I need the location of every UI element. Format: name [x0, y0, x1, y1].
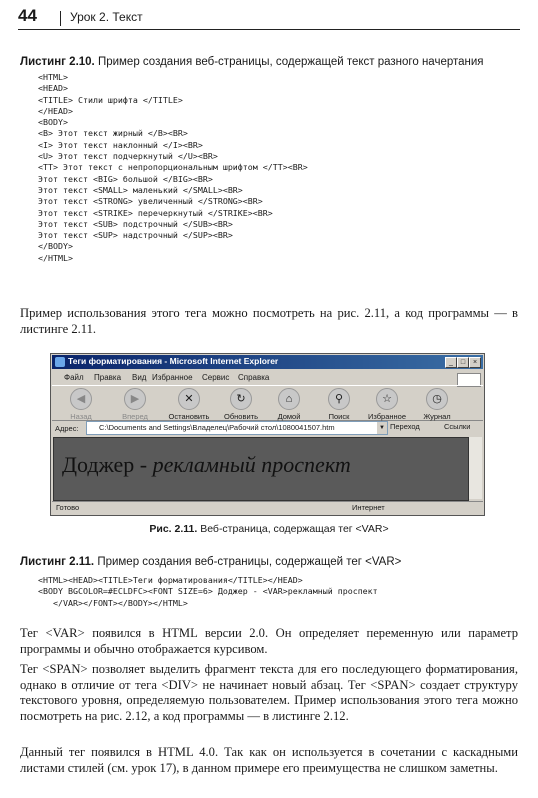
- refresh-icon: ↻: [230, 388, 252, 410]
- status-zone: Интернет: [352, 503, 385, 512]
- figure-caption: [0, 523, 538, 535]
- page-viewport: [53, 437, 469, 501]
- header-separator: [60, 11, 61, 26]
- paragraph-span: [20, 662, 518, 724]
- listing-caption-text: Пример создания веб-страницы, содержащей тег <VAR>: [94, 556, 402, 568]
- chapter-title: Урок 2. Текст: [70, 10, 143, 24]
- status-text: Готово: [56, 503, 80, 512]
- vertical-scrollbar[interactable]: [469, 437, 482, 499]
- figure-caption-text: Веб-страница, содержащая тег <VAR>: [197, 523, 389, 535]
- home-button[interactable]: ⌂ Домой: [264, 388, 314, 421]
- favorites-star-icon: ☆: [376, 388, 398, 410]
- menu-help[interactable]: Справка: [238, 373, 270, 382]
- listing-2-10-caption: [20, 56, 484, 68]
- address-label: Адрес:: [55, 424, 79, 433]
- content-var-italic: рекламный проспект: [152, 452, 351, 477]
- paragraph-text: Тег <SPAN> позволяет выделить фрагмент текста для его последующего форматирования, однако в отличие от тега <DIV> не начинает новый абзац. Тег <SPAN> создает структуру текстового уровня, определяемую пользователем. Пример использования этого тега можно посмотреть на рис. 2.12, а код программы — в листинге 2.12.: [20, 662, 518, 723]
- stop-button[interactable]: ✕ Остановить: [164, 388, 214, 421]
- search-button[interactable]: ⚲ Поиск: [314, 388, 364, 421]
- history-icon: ◷: [426, 388, 448, 410]
- listing-caption-text: Пример создания веб-страницы, содержащей текст разного начертания: [94, 56, 484, 68]
- menu-view[interactable]: Вид: [132, 373, 147, 382]
- status-bar: [52, 501, 483, 514]
- refresh-button[interactable]: ↻ Обновить: [216, 388, 266, 421]
- listing-label: Листинг 2.10.: [20, 56, 95, 68]
- toolbar: [52, 385, 483, 421]
- stop-icon: ✕: [178, 388, 200, 410]
- address-input[interactable]: [86, 421, 388, 435]
- content-normal: Доджер -: [62, 452, 153, 477]
- browser-window: [50, 353, 485, 516]
- home-icon: ⌂: [278, 388, 300, 410]
- search-icon: ⚲: [328, 388, 350, 410]
- history-button[interactable]: ◷ Журнал: [412, 388, 462, 421]
- window-titlebar: [52, 355, 483, 369]
- paragraph-var: [20, 626, 518, 657]
- window-title: Теги форматирования - Microsoft Internet Explorer: [68, 356, 279, 366]
- menu-tools[interactable]: Сервис: [202, 373, 230, 382]
- menu-file[interactable]: Файл: [64, 373, 84, 382]
- paragraph-html4: [20, 745, 518, 776]
- paragraph-text: Пример использования этого тега можно посмотреть на рис. 2.11, а код программы — в листинге 2.11.: [20, 306, 518, 336]
- listing-2-11-code: <HTML><HEAD><TITLE>Теги форматирования</TITLE></HEAD> <BODY BGCOLOR=#ECLDFC><FONT SIZE=6> Доджер - <VAR>рекламный проспект </VAR></FONT></BODY></HTML>: [38, 575, 378, 608]
- listing-2-11-caption: [20, 556, 401, 568]
- go-button[interactable]: Переход: [390, 422, 420, 431]
- address-bar: [52, 420, 483, 436]
- menu-favorites[interactable]: Избранное: [152, 373, 193, 382]
- ie-logo-icon: [55, 357, 65, 367]
- page-number: 44: [18, 6, 37, 25]
- forward-arrow-icon: ▶: [124, 388, 146, 410]
- paragraph-text: Тег <VAR> появился в HTML версии 2.0. Он определяет переменную или параметр программы и обычно отображается курсивом.: [20, 626, 518, 656]
- address-value: C:\Documents and Settings\Владелец\Рабочий стол\1080041507.htm: [99, 423, 335, 432]
- menu-bar: [52, 370, 483, 384]
- page-header: [18, 8, 520, 28]
- paragraph-text: Данный тег появился в HTML 4.0. Так как он используется в сочетании с каскадными листами стилей (см. урок 17), в данном примере его преимущества не слишком заметны.: [20, 745, 518, 775]
- listing-label: Листинг 2.11.: [20, 556, 95, 568]
- listing-2-10-code: <HTML> <HEAD> <TITLE> Стили шрифта </TITLE> </HEAD> <BODY> <B> Этот текст жирный </B><BR> <I> Этот текст наклонный </I><BR> <U> Этот текст подчеркнутый </U><BR> <TT> Этот текст с непропорциональным шрифтом </TT><BR> Этот текст <BIG> большой </BIG><BR> Этот текст <SMALL> маленький </SMALL><BR> Этот текст <STRONG> увеличенный </STRONG><BR> Этот текст <STRIKE> перечеркнутый </STRIKE><BR> Этот текст <SUB> подстрочный </SUB><BR> Этот текст <SUP> надстрочный </SUP><BR> </BODY> </HTML>: [38, 72, 308, 263]
- chevron-down-icon[interactable]: ▼: [377, 422, 387, 434]
- header-rule: [18, 29, 520, 30]
- forward-button[interactable]: ▶ Вперед: [110, 388, 160, 421]
- page-content: [62, 452, 351, 478]
- favorites-button[interactable]: ☆ Избранное: [362, 388, 412, 421]
- close-icon[interactable]: ×: [469, 357, 481, 368]
- figure-label: Рис. 2.11.: [149, 523, 198, 535]
- maximize-icon[interactable]: □: [457, 357, 469, 368]
- links-button[interactable]: Ссылки: [444, 422, 471, 431]
- back-arrow-icon: ◀: [70, 388, 92, 410]
- back-button[interactable]: ◀ Назад: [56, 388, 106, 421]
- minimize-icon[interactable]: _: [445, 357, 457, 368]
- menu-edit[interactable]: Правка: [94, 373, 122, 382]
- paragraph-intro: [20, 306, 518, 337]
